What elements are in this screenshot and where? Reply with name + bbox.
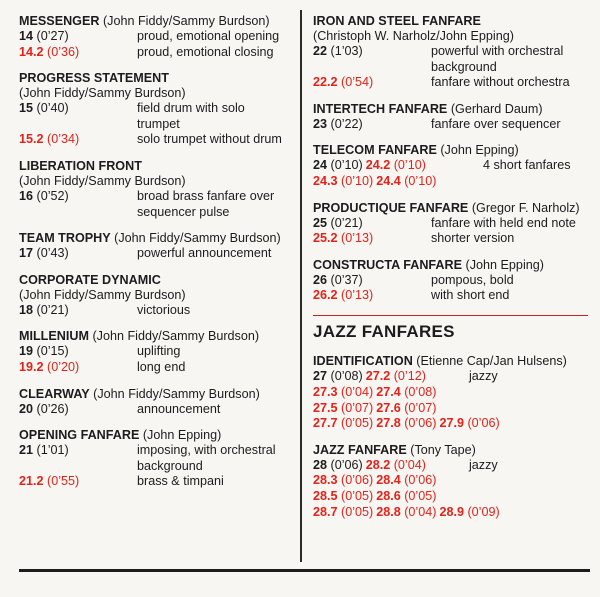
- track-codes: [19, 402, 137, 418]
- track-number: 27.8: [376, 416, 401, 431]
- track-codes: [19, 360, 137, 376]
- column-divider: [300, 10, 302, 562]
- track-codes: [313, 231, 431, 247]
- track-codes: [313, 174, 483, 190]
- track-code: [19, 344, 69, 358]
- entry-credit: (John Epping): [139, 428, 222, 443]
- track-row: [19, 101, 289, 132]
- track-number: 27.6: [376, 400, 401, 415]
- track-code: [19, 189, 69, 203]
- track-duration: (0’21): [327, 215, 363, 230]
- entry-header: [313, 258, 588, 273]
- track-codes: [313, 216, 431, 232]
- track-code: [313, 416, 373, 430]
- track-row: [19, 132, 289, 148]
- track-description: uplifting: [137, 344, 181, 359]
- track-row: [19, 474, 289, 490]
- track-description: jazzy: [469, 457, 498, 472]
- track-duration: (0’15): [33, 344, 69, 359]
- entry-header: [313, 102, 588, 117]
- track-code: [19, 246, 69, 260]
- entry-title: JAZZ FANFARE: [313, 442, 407, 457]
- track-number: 26: [313, 272, 328, 287]
- track-number: 22.2: [313, 75, 338, 90]
- track-code: [313, 401, 373, 415]
- track-duration: (0’06): [327, 457, 363, 472]
- track-row: [313, 401, 588, 417]
- track-code: [366, 158, 426, 172]
- track-code: [19, 101, 69, 115]
- track-codes: [19, 45, 137, 61]
- track-number: 21.2: [19, 474, 44, 489]
- entry-title: TEAM TROPHY: [19, 231, 111, 246]
- track-codes: [313, 385, 437, 401]
- track-entry: [19, 14, 289, 60]
- track-number: 27: [313, 369, 328, 384]
- track-row: [19, 45, 289, 61]
- track-row: [313, 216, 588, 232]
- track-number: 19.2: [19, 359, 44, 374]
- track-description: brass & timpani: [137, 474, 224, 489]
- track-number: 14.2: [19, 44, 44, 59]
- track-number: 25: [313, 215, 328, 230]
- track-description: 4 short fanfares: [483, 158, 571, 173]
- entry-title: INTERTECH FANFARE: [313, 101, 448, 116]
- track-number: 27.3: [313, 385, 338, 400]
- track-codes: [313, 369, 469, 385]
- track-duration: (0’10): [390, 158, 426, 173]
- track-duration: (0’06): [463, 416, 500, 431]
- track-duration: (0’04): [390, 457, 426, 472]
- entry-header: [313, 443, 588, 458]
- track-number: 27.7: [313, 416, 338, 431]
- track-code: [313, 489, 373, 503]
- entry-credit: (Gerhard Daum): [447, 101, 543, 116]
- entry-header: [313, 143, 588, 158]
- track-row: [313, 273, 588, 289]
- track-row: [313, 473, 588, 489]
- track-duration: (0’20): [43, 359, 80, 374]
- track-codes: [313, 158, 483, 174]
- track-number: 28.9: [439, 504, 464, 519]
- track-row: [19, 402, 289, 418]
- track-code: [19, 132, 79, 146]
- entry-title: PROGRESS STATEMENT: [19, 71, 169, 86]
- track-duration: (0’43): [33, 246, 69, 261]
- track-description: with short end: [431, 288, 510, 303]
- track-duration: (0’10): [400, 173, 437, 188]
- entry-header: [19, 231, 289, 246]
- entry-title: CONSTRUCTA FANFARE: [313, 257, 463, 272]
- track-description: announcement: [137, 401, 221, 416]
- track-description: solo trumpet without drum: [137, 132, 282, 147]
- track-code: [313, 231, 373, 245]
- track-duration: (0’27): [33, 29, 69, 43]
- entry-credit: (John Fiddy/Sammy Burdson): [110, 231, 281, 246]
- track-code: [19, 29, 69, 43]
- track-number: 24.3: [313, 173, 338, 188]
- track-number: 15.2: [19, 132, 44, 147]
- entry-title: MESSENGER: [19, 14, 100, 28]
- track-duration: (0’06): [400, 473, 437, 488]
- track-number: 24: [313, 158, 328, 173]
- track-duration: (0’26): [33, 401, 69, 416]
- track-duration: (0’06): [337, 473, 374, 488]
- entry-credit: (John Fiddy/Sammy Burdson): [99, 14, 270, 28]
- entry-credit: (Tony Tape): [406, 442, 476, 457]
- track-duration: (0’37): [327, 272, 363, 287]
- track-description: [431, 416, 588, 432]
- jazz-section-rule: [313, 315, 588, 317]
- track-row: [313, 489, 588, 505]
- track-codes: [313, 400, 437, 417]
- track-codes: [313, 458, 469, 474]
- entry-header: [19, 329, 289, 344]
- track-duration: (1’03): [327, 44, 363, 58]
- track-code: [313, 117, 363, 131]
- track-number: 28.2: [365, 457, 391, 472]
- track-duration: (0’05): [337, 504, 374, 519]
- track-codes: [313, 75, 431, 91]
- track-entry: [19, 159, 289, 220]
- track-number: 21: [19, 443, 34, 458]
- track-codes: [19, 246, 137, 262]
- track-number: 28: [313, 457, 328, 472]
- track-code: [313, 158, 363, 172]
- track-entry: [19, 387, 289, 418]
- entry-title: IRON AND STEEL FANFARE: [313, 14, 481, 28]
- track-code: [376, 385, 436, 399]
- track-description: pompous, bold: [431, 272, 514, 287]
- track-duration: (0’55): [43, 474, 80, 489]
- track-codes: [19, 189, 137, 220]
- track-code: [376, 473, 436, 487]
- entry-credit: (John Epping): [462, 257, 544, 272]
- entry-title: CLEARWAY: [19, 386, 90, 401]
- track-number: 26.2: [313, 288, 338, 303]
- track-duration: (0’13): [337, 231, 374, 246]
- track-entry: [313, 354, 588, 431]
- track-code: [376, 174, 436, 188]
- track-duration: (0’34): [43, 132, 80, 147]
- track-code: [376, 401, 436, 415]
- entry-credit: (John Fiddy/Sammy Burdson): [19, 86, 186, 101]
- track-row: [313, 75, 588, 91]
- track-duration: (0’05): [337, 489, 374, 503]
- track-code: [19, 45, 79, 59]
- entry-header: [313, 201, 588, 216]
- track-codes: [313, 273, 431, 289]
- track-duration: (0’07): [337, 400, 374, 415]
- track-duration: (0’09): [463, 504, 500, 519]
- track-duration: (0’05): [337, 416, 374, 431]
- track-code: [19, 360, 79, 374]
- track-entry: [313, 443, 588, 520]
- track-duration: (0’06): [400, 416, 437, 431]
- entry-header: [19, 428, 289, 443]
- track-number: 17: [19, 246, 34, 261]
- track-entry: [19, 273, 289, 319]
- track-duration: (0’08): [327, 369, 363, 384]
- track-number: 15: [19, 101, 34, 116]
- track-codes: [19, 474, 137, 490]
- track-number: 28.7: [313, 504, 338, 519]
- track-codes: [19, 132, 137, 148]
- track-number: 28.6: [376, 489, 401, 503]
- track-description: imposing, with orchestral background: [137, 443, 276, 473]
- track-code: [313, 385, 373, 399]
- track-entry: [313, 143, 588, 189]
- track-description: long end: [137, 359, 186, 374]
- track-code: [313, 273, 363, 287]
- track-code: [19, 303, 69, 317]
- track-entry: [19, 71, 289, 148]
- track-number: 28.4: [376, 473, 401, 488]
- track-row: [19, 189, 289, 220]
- entry-title: LIBERATION FRONT: [19, 158, 142, 173]
- track-codes: [19, 29, 137, 45]
- track-number: 28.5: [313, 489, 338, 503]
- track-row: [313, 174, 588, 190]
- track-description: proud, emotional closing: [137, 44, 274, 59]
- entry-credit: (John Fiddy/Sammy Burdson): [88, 329, 260, 344]
- track-codes: [313, 473, 437, 489]
- entry-title: OPENING FANFARE: [19, 428, 140, 443]
- track-description: powerful with orchestral background: [431, 44, 564, 74]
- track-row: [313, 416, 588, 432]
- track-number: 23: [313, 116, 328, 131]
- track-number: 27.9: [439, 416, 464, 431]
- entry-header: [313, 14, 588, 44]
- track-code: [313, 288, 373, 302]
- track-code: [376, 416, 436, 430]
- jazz-section: [313, 315, 588, 520]
- track-number: 27.5: [313, 400, 338, 415]
- track-number: 24.4: [376, 173, 401, 188]
- track-entry: [19, 329, 289, 375]
- entry-header: [19, 71, 289, 101]
- track-description: [431, 505, 588, 521]
- entry-credit: (John Fiddy/Sammy Burdson): [89, 386, 260, 401]
- track-codes: [313, 288, 431, 304]
- track-description: fanfare with held end note: [431, 215, 576, 230]
- track-description: fanfare without orchestra: [431, 75, 570, 90]
- track-row: [313, 458, 588, 474]
- jazz-section-title: JAZZ FANFARES: [313, 322, 455, 342]
- track-codes: [313, 416, 500, 432]
- track-number: 16: [19, 188, 34, 203]
- track-number: 24.2: [365, 158, 391, 173]
- track-row: [19, 360, 289, 376]
- track-code: [366, 369, 426, 383]
- track-description: fanfare over sequencer: [431, 116, 561, 131]
- track-number: 19: [19, 344, 34, 359]
- track-row: [313, 44, 588, 75]
- track-number: 28.8: [376, 504, 401, 519]
- track-entry: [313, 201, 588, 247]
- track-number: 22: [313, 44, 328, 58]
- entry-title: PRODUCTIQUE FANFARE: [313, 200, 469, 215]
- left-column: [19, 14, 289, 501]
- track-code: [19, 443, 69, 457]
- track-duration: (0’04): [400, 504, 437, 519]
- track-description: [431, 385, 588, 401]
- track-codes: [313, 489, 437, 505]
- track-code: [19, 402, 69, 416]
- track-codes: [19, 303, 137, 319]
- entry-credit: (Christoph W. Narholz/John Epping): [313, 29, 514, 43]
- track-description: victorious: [137, 302, 191, 317]
- track-code: [313, 473, 373, 487]
- track-row: [313, 385, 588, 401]
- track-duration: (0’10): [337, 173, 374, 188]
- track-code: [366, 458, 426, 472]
- entry-title: IDENTIFICATION: [313, 354, 413, 369]
- track-row: [313, 505, 588, 521]
- track-duration: (0’05): [400, 489, 437, 503]
- track-row: [19, 29, 289, 45]
- track-codes: [19, 443, 137, 474]
- track-description: broad brass fanfare over sequencer pulse: [137, 188, 275, 219]
- entry-credit: (John Epping): [436, 143, 519, 158]
- track-number: 18: [19, 302, 34, 317]
- track-description: [483, 174, 588, 190]
- track-description: field drum with solo trumpet: [137, 101, 245, 131]
- track-code: [313, 44, 363, 58]
- entry-header: [313, 354, 588, 369]
- entry-credit: (John Fiddy/Sammy Burdson): [19, 287, 186, 302]
- track-codes: [313, 44, 431, 75]
- track-codes: [313, 117, 431, 133]
- track-row: [19, 443, 289, 474]
- track-code: [376, 489, 436, 503]
- track-description: jazzy: [469, 369, 498, 384]
- track-row: [313, 369, 588, 385]
- track-number: 27.4: [376, 385, 401, 400]
- track-code: [313, 75, 373, 89]
- track-description: shorter version: [431, 231, 515, 246]
- entry-header: [19, 14, 289, 29]
- track-code: [313, 505, 373, 519]
- right-entries: [313, 14, 588, 304]
- track-duration: (0’54): [337, 75, 374, 90]
- track-description: [431, 489, 588, 505]
- track-row: [313, 158, 588, 174]
- right-column: [313, 14, 588, 531]
- entry-title: MILLENIUM: [19, 329, 89, 344]
- track-duration: (0’12): [390, 369, 426, 384]
- track-code: [376, 505, 436, 519]
- track-duration: (0’08): [400, 385, 437, 400]
- track-number: 14: [19, 29, 34, 43]
- track-code: [313, 216, 363, 230]
- track-row: [19, 246, 289, 262]
- track-duration: (0’13): [337, 288, 374, 303]
- track-row: [313, 231, 588, 247]
- track-entry: [19, 428, 289, 490]
- track-description: proud, emotional opening: [137, 29, 280, 43]
- track-number: 28.3: [313, 473, 338, 488]
- track-duration: (0’07): [400, 400, 437, 415]
- track-duration: (0’22): [327, 116, 363, 131]
- track-description: [431, 401, 588, 417]
- track-codes: [313, 504, 500, 521]
- entry-header: [19, 387, 289, 402]
- track-row: [313, 288, 588, 304]
- track-entry: [313, 102, 588, 133]
- track-entry: [313, 258, 588, 304]
- entry-title: CORPORATE DYNAMIC: [19, 272, 161, 287]
- bottom-rule: [19, 569, 590, 572]
- track-codes: [19, 344, 137, 360]
- entry-credit: (John Fiddy/Sammy Burdson): [19, 173, 186, 188]
- track-duration: (0’36): [43, 44, 80, 59]
- track-number: 25.2: [313, 231, 338, 246]
- track-number: 20: [19, 401, 34, 416]
- entry-title: TELECOM FANFARE: [313, 143, 437, 158]
- track-number: 27.2: [365, 369, 391, 384]
- entry-credit: (Etienne Cap/Jan Hulsens): [412, 354, 567, 369]
- track-description: powerful announcement: [137, 246, 272, 261]
- track-duration: (1’01): [33, 443, 69, 458]
- track-row: [19, 344, 289, 360]
- track-code: [313, 369, 363, 383]
- track-codes: [19, 101, 137, 132]
- entry-header: [19, 159, 289, 189]
- track-duration: (0’21): [33, 302, 69, 317]
- track-duration: (0’10): [327, 158, 363, 173]
- track-code: [313, 458, 363, 472]
- entry-credit: (Gregor F. Narholz): [468, 200, 580, 215]
- track-code: [313, 174, 373, 188]
- track-duration: (0’04): [337, 385, 374, 400]
- track-entry: [19, 231, 289, 262]
- track-duration: (0’52): [33, 188, 69, 203]
- track-entry: [313, 14, 588, 91]
- track-row: [313, 117, 588, 133]
- entry-header: [19, 273, 289, 303]
- track-row: [19, 303, 289, 319]
- track-description: [431, 473, 588, 489]
- track-duration: (0’40): [33, 101, 69, 116]
- track-code: [19, 474, 79, 488]
- jazz-entries: [313, 354, 588, 520]
